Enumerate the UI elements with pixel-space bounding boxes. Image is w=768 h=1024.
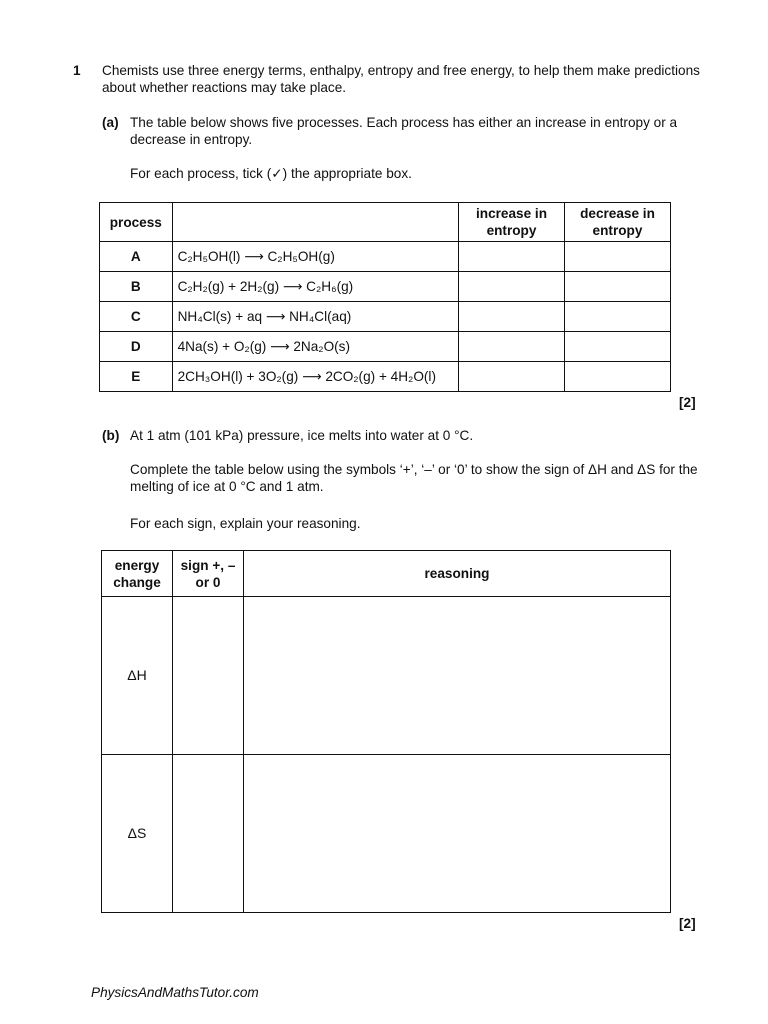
process-equation: C₂H₂(g) + 2H₂(g) ⟶ C₂H₆(g) (172, 272, 458, 302)
part-b-marks: [2] (679, 916, 696, 931)
table-row (100, 242, 671, 272)
header-reasoning: reasoning (244, 551, 671, 597)
header-decrease: decrease in entropy (564, 203, 670, 242)
process-label: A (100, 242, 173, 272)
header-increase: increase in entropy (459, 203, 565, 242)
process-label: D (100, 332, 173, 362)
process-equation: 4Na(s) + O₂(g) ⟶ 2Na₂O(s) (172, 332, 458, 362)
delta-h-label: ΔH (102, 597, 173, 755)
process-equation: C₂H₅OH(l) ⟶ C₂H₅OH(g) (172, 242, 458, 272)
footer-source: PhysicsAndMathsTutor.com (91, 985, 259, 1000)
process-label: C (100, 302, 173, 332)
increase-tick-box[interactable] (459, 242, 565, 272)
part-a-label: (a) (102, 115, 119, 130)
increase-tick-box[interactable] (459, 302, 565, 332)
table-row (102, 755, 671, 913)
table-row (100, 272, 671, 302)
tick-icon: ✓ (271, 166, 283, 182)
decrease-tick-box[interactable] (564, 272, 670, 302)
increase-tick-box[interactable] (459, 362, 565, 392)
increase-tick-box[interactable] (459, 272, 565, 302)
part-b-text: At 1 atm (101 kPa) pressure, ice melts into water at 0 °C. (130, 428, 474, 443)
table-row (100, 362, 671, 392)
process-label: B (100, 272, 173, 302)
part-a-instruction (130, 165, 412, 183)
decrease-tick-box[interactable] (564, 302, 670, 332)
reasoning-answer-box[interactable] (244, 755, 671, 913)
table-header-row (102, 551, 671, 597)
question-intro: Chemists use three energy terms, enthalpy, entropy and free energy, to help them make predictions about whether reactions may take place. (102, 63, 700, 95)
instruction-after: ) the appropriate box. (282, 166, 412, 181)
process-label: E (100, 362, 173, 392)
entropy-table (99, 202, 671, 392)
instruction-before: For each process, tick ( (130, 166, 272, 181)
header-energy-change: energy change (102, 551, 173, 597)
table-row (100, 302, 671, 332)
decrease-tick-box[interactable] (564, 362, 670, 392)
header-process: process (100, 203, 173, 242)
decrease-tick-box[interactable] (564, 332, 670, 362)
decrease-tick-box[interactable] (564, 242, 670, 272)
sign-table (101, 550, 671, 913)
sign-answer-box[interactable] (173, 597, 244, 755)
part-b-instruction: For each sign, explain your reasoning. (130, 516, 361, 531)
part-a-marks: [2] (679, 395, 696, 410)
table-row (102, 597, 671, 755)
increase-tick-box[interactable] (459, 332, 565, 362)
delta-s-label: ΔS (102, 755, 173, 913)
reasoning-answer-box[interactable] (244, 597, 671, 755)
header-sign: sign +, – or 0 (173, 551, 244, 597)
part-b-text-2: Complete the table below using the symbols ‘+’, ‘–’ or ‘0’ to show the sign of ΔH and ΔS for the melting of ice at 0 °C and 1 atm. (130, 462, 698, 494)
table-header-row (100, 203, 671, 242)
sign-answer-box[interactable] (173, 755, 244, 913)
part-b-label: (b) (102, 428, 120, 443)
process-equation: NH₄Cl(s) + aq ⟶ NH₄Cl(aq) (172, 302, 458, 332)
header-equation (172, 203, 458, 242)
question-number: 1 (73, 63, 81, 78)
table-row (100, 332, 671, 362)
process-equation: 2CH₃OH(l) + 3O₂(g) ⟶ 2CO₂(g) + 4H₂O(l) (172, 362, 458, 392)
part-a-text: The table below shows five processes. Each process has either an increase in entropy or a decrease in entropy. (130, 115, 678, 147)
